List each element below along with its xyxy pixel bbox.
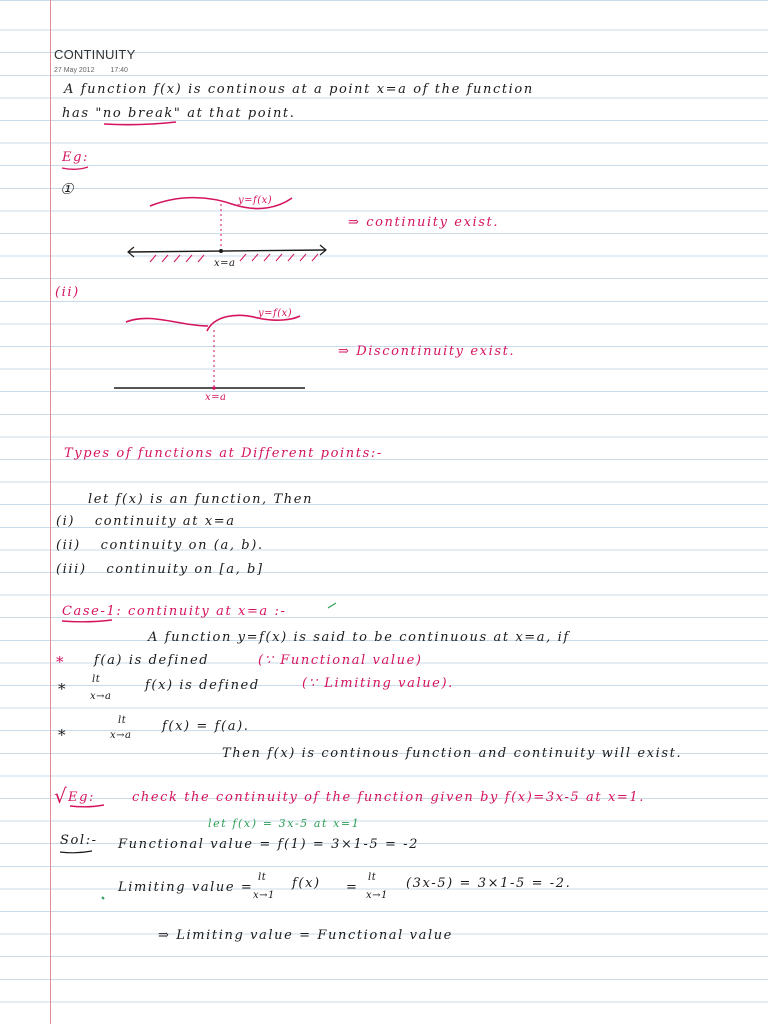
intro-has: has xyxy=(62,106,90,121)
case1-cond-3-lim-bottom: x→a xyxy=(110,730,132,741)
solution-label: Sol:- xyxy=(60,833,98,848)
diagram2-curve-left xyxy=(126,318,208,326)
diagram1-result: ⇒ continuity exist. xyxy=(348,215,500,230)
intro-line-1: A function f(x) is continous at a point x=a of the function xyxy=(64,82,534,97)
intro-at-point: at that point. xyxy=(187,106,296,121)
eg2-underline xyxy=(70,805,104,807)
limiting-fx: f(x) xyxy=(292,876,321,891)
case1-conclusion: Then f(x) is continous function and continuity will exist. xyxy=(222,746,683,761)
limiting-expression: (3x-5) = 3×1-5 = -2. xyxy=(406,876,572,891)
types-item-3-text: continuity on [a, b] xyxy=(106,562,264,577)
diagram2-curve-right xyxy=(207,315,300,331)
case1-heading: Case-1: continuity at x=a :- xyxy=(62,604,287,619)
types-item-1-text: continuity at x=a xyxy=(94,514,236,529)
diagram1-hatching xyxy=(150,254,318,262)
sol-underline xyxy=(60,851,92,853)
case1-cond-3-text: f(x) = f(a). xyxy=(162,719,250,734)
case1-definition: A function y=f(x) is said to be continuous at x=a, if xyxy=(148,630,570,645)
intro-no-break: "no break" xyxy=(95,106,182,121)
no-break-underline xyxy=(104,122,176,125)
limiting-lim-top-2: lt xyxy=(368,872,377,883)
case1-cond-3-lim-top: lt xyxy=(118,715,127,726)
check-mark: √ xyxy=(54,784,69,808)
final-conclusion: ⇒ Limiting value = Functional value xyxy=(158,928,453,943)
diagram1-point-label: x=a xyxy=(214,258,236,269)
limiting-lim-bottom: x→1 xyxy=(253,890,275,901)
example2-hint: let f(x) = 3x-5 at x=1 xyxy=(208,817,361,830)
limiting-lim-bottom-2: x→1 xyxy=(366,890,388,901)
diagram2-point xyxy=(212,386,216,390)
case1-cond-2-text: f(x) is defined xyxy=(145,678,260,693)
case1-cond-2-lim-top: lt xyxy=(92,674,101,685)
diagram1-number: ① xyxy=(60,180,76,198)
diagram2-point-label: x=a xyxy=(205,392,227,403)
diagram1-axis xyxy=(128,250,326,252)
limiting-value-label: Limiting value = xyxy=(118,880,254,895)
example2-label: Eg: xyxy=(68,790,95,805)
example-label: Eg: xyxy=(62,150,89,165)
example2-question: check the continuity of the function given by f(x)=3x-5 at x=1. xyxy=(132,790,645,805)
diagram1-curve-label: y=f(x) xyxy=(238,195,273,206)
diagram2-curve-label: y=f(x) xyxy=(258,308,293,319)
case1-bullet-2: * xyxy=(58,680,68,698)
green-tick xyxy=(328,603,336,608)
case1-cond-1-text: f(a) is defined xyxy=(94,653,210,668)
types-heading: Types of functions at Different points:- xyxy=(64,446,383,461)
functional-value-line: Functional value = f(1) = 3×1-5 = -2 xyxy=(118,837,420,852)
eg-underline xyxy=(62,167,88,169)
note-date: 27 May 2012 xyxy=(54,67,95,74)
green-dot xyxy=(102,897,104,899)
types-item-2-num: (ii) xyxy=(56,538,81,553)
diagram2-number: (ii) xyxy=(55,285,80,300)
case1-bullet-1: * xyxy=(56,653,66,671)
limiting-lim-top: lt xyxy=(258,872,267,883)
case1-cond-2-lim-bottom: x→a xyxy=(90,691,112,702)
limiting-equals: = xyxy=(346,880,359,895)
note-time: 17:40 xyxy=(110,67,128,74)
diagram1-point xyxy=(219,249,223,253)
types-item-2-text: continuity on (a, b). xyxy=(100,538,264,553)
case1-bullet-3: * xyxy=(58,726,68,744)
case-underline xyxy=(62,620,112,622)
case1-cond-1-note: (∵ Functional value) xyxy=(258,653,423,668)
case1-cond-2-note: (∵ Limiting value). xyxy=(302,676,454,691)
diagram2-result: ⇒ Discontinuity exist. xyxy=(338,344,516,359)
types-item-1-num: (i) xyxy=(56,514,76,529)
diagram1-curve xyxy=(150,198,292,209)
page-title: CONTINUITY xyxy=(54,47,136,62)
types-intro: let f(x) is an function, Then xyxy=(88,492,314,507)
types-item-3-num: (iii) xyxy=(56,562,87,577)
